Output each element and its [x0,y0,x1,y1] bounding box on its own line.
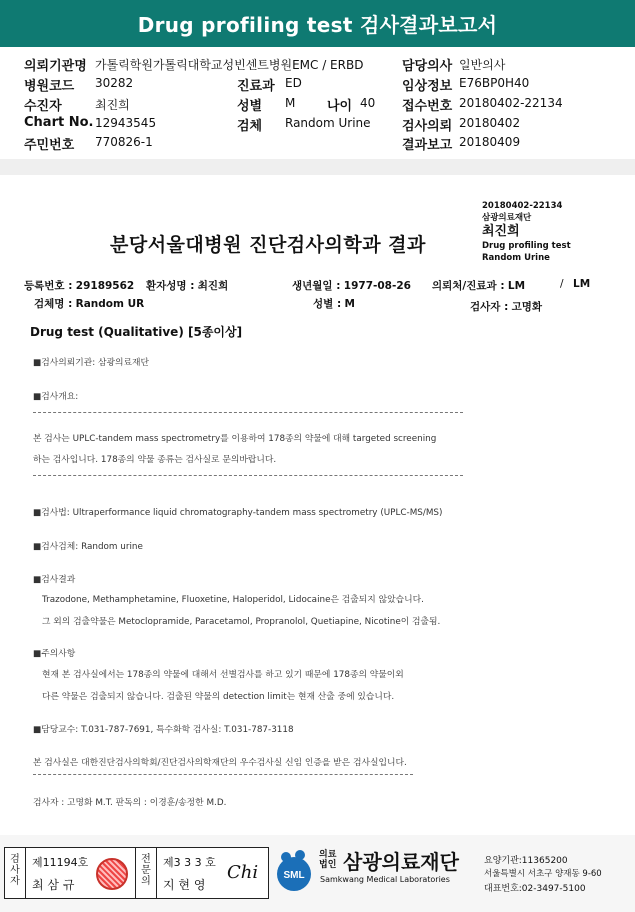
report-line: 본 검사는 UPLC-tandem mass spectrometry를 이용하여 178종의 약물에 대해 targeted screening [33,434,437,444]
report-line: 현재 본 검사실에서는 178종의 약물에 대해서 선별검사를 하고 있기 때문에 178종의 약물이외 [42,670,404,680]
logo-text: SML [283,870,305,881]
institution-code: 요양기관:11365200 [484,856,568,866]
value-doctor: 일반의사 [459,58,506,72]
value-chart-no: 12943545 [95,116,157,130]
report-line: 그 외의 검출약물은 Metoclopramide, Paracetamol, Propranolol, Quetiapine, Nicotine이 검출됨. [42,617,441,627]
label-chart-no: Chart No. [24,115,94,130]
sml-logo-icon [272,848,316,892]
label-tester: 검사자 [10,854,20,887]
dashed-divider [33,774,413,775]
address: 서울특별시 서초구 양재동 9-60 [484,869,602,879]
label-receipt-no: 접수번호 [402,99,453,114]
tester-name: 최 삼 규 [32,878,75,892]
patient-name-label: 환자성명 : [146,280,195,292]
value-sex: M [285,96,296,110]
specimen [34,296,144,311]
org-english: Samkwang Medical Laboratories [320,875,450,884]
section-divider [0,159,635,175]
tester-label: 검사자 : [470,301,509,313]
reg-no [24,278,134,293]
dob-value: 1977-08-26 [343,280,411,292]
value-receipt-no: 20180402-22134 [459,96,563,110]
tester-value: 고명화 [511,301,543,313]
dept2-text: LM [573,278,591,290]
label-hospital-code: 병원코드 [24,79,75,94]
org-name: 삼광의료재단 [343,850,459,874]
dept [432,278,525,293]
sex-value: M [344,298,355,310]
divider [135,848,136,898]
label-age: 나이 [327,99,353,114]
report-line: 하는 검사입니다. 178종의 약물 종류는 검사실로 문의바랍니다. [33,455,277,465]
label-sex: 성별 [237,99,263,114]
org-prefix: 의료법인 [319,850,337,870]
signature-icon: Chi [227,862,259,883]
stamp-org: 삼광의료재단 [482,213,532,223]
reg-no-label: 등록번호 : [24,280,73,292]
stamp-specimen: Random Urine [482,253,550,263]
dept2-value [573,278,590,290]
report-line: ■검사법: Ultraperformance liquid chromatography-tandem mass spectrometry (UPLC-MS/MS) [33,508,443,518]
stamp-test: Drug profiling test [482,241,571,251]
value-patient: 최진희 [95,98,130,112]
dept-value: LM [507,280,526,292]
label-specialist: 전문의 [141,854,151,887]
specimen-value: Random UR [75,298,145,310]
value-hospital-code: 30282 [95,76,134,90]
footer [0,835,635,912]
report-line: ■검사의뢰기관: 삼광의료재단 [33,358,150,368]
dept-sep: / [560,278,564,290]
sex-label: 성별 : [313,298,342,310]
tester [470,299,542,314]
divider [25,848,26,898]
report-line: ■검사개요: [33,392,79,402]
section-title: Drug test (Qualitative) [5종이상] [30,325,243,339]
tester-cert: 제11194호 [32,856,89,869]
report-header-title: Drug profiling test 검사결과보고서 [137,13,498,37]
label-clinical-info: 임상정보 [402,79,453,94]
report-line: 검사자 : 고명화 M.T. 판독의 : 이경훈/송정한 M.D. [33,798,227,808]
phone: 대표번호:02-3497-5100 [484,884,586,894]
value-report-date: 20180409 [459,135,521,149]
sex [313,296,355,311]
request-info [0,47,635,159]
report-line: ■검사결과 [33,575,76,585]
report-line: ■담당교수: T.031-787-7691, 특수화학 검사실: T.031-787-3118 [33,725,294,735]
patient-name [146,278,228,293]
specimen-label: 검체명 : [34,298,73,310]
value-department: ED [285,76,302,90]
report-line: Trazodone, Methamphetamine, Fluoxetine, Haloperidol, Lidocaine은 검출되지 않았습니다. [42,595,424,605]
dob [292,278,411,293]
label-report-date: 결과보고 [402,138,453,153]
report-header [0,0,635,47]
label-department: 진료과 [237,79,275,94]
stamp-patient: 최진희 [482,224,520,239]
label-resident-no: 주민번호 [24,138,75,153]
report-line: ■검사검체: Random urine [33,542,143,552]
value-resident-no: 770826-1 [95,135,153,149]
report-line: 다른 약물은 검출되지 않습니다. 검출된 약물의 detection limit는 현재 산출 중에 있습니다. [42,692,395,702]
value-specimen: Random Urine [285,116,371,130]
divider [156,848,157,898]
specialist-cert: 제3 3 3 호 [163,856,216,869]
value-institution: 가톨릭학원가톨릭대학교성빈센트병원EMC / ERBD [95,58,364,72]
patient-name-value: 최진희 [197,280,229,292]
dob-label: 생년월일 : [292,280,341,292]
dashed-divider [33,412,463,413]
dept-label: 의뢰처/진료과 : [432,280,505,292]
receipt-stamp [482,200,571,264]
label-doctor: 담당의사 [402,59,453,74]
stamp-receipt-no: 20180402-22134 [482,201,563,211]
label-specimen: 검체 [237,119,263,134]
dashed-divider [33,475,463,476]
reg-no-value: 29189562 [75,280,135,292]
report-line: 본 검사실은 대한진단검사의학회/진단검사의학재단의 우수검사실 신임 인증을 받은 검사실입니다. [33,758,407,768]
report-line: ■주의사항 [33,649,76,659]
value-age: 40 [360,96,376,110]
label-request-date: 검사의뢰 [402,119,453,134]
specialist-name: 지 현 영 [163,878,206,892]
label-institution: 의뢰기관명 [24,59,87,74]
value-request-date: 20180402 [459,116,521,130]
seal-stamp-icon [96,858,128,890]
value-clinical-info: E76BP0H40 [459,76,530,90]
label-patient: 수진자 [24,99,62,114]
signature-box [4,847,269,899]
report-title: 분당서울대병원 진단검사의학과 결과 [110,234,426,256]
scanned-report [0,175,635,835]
